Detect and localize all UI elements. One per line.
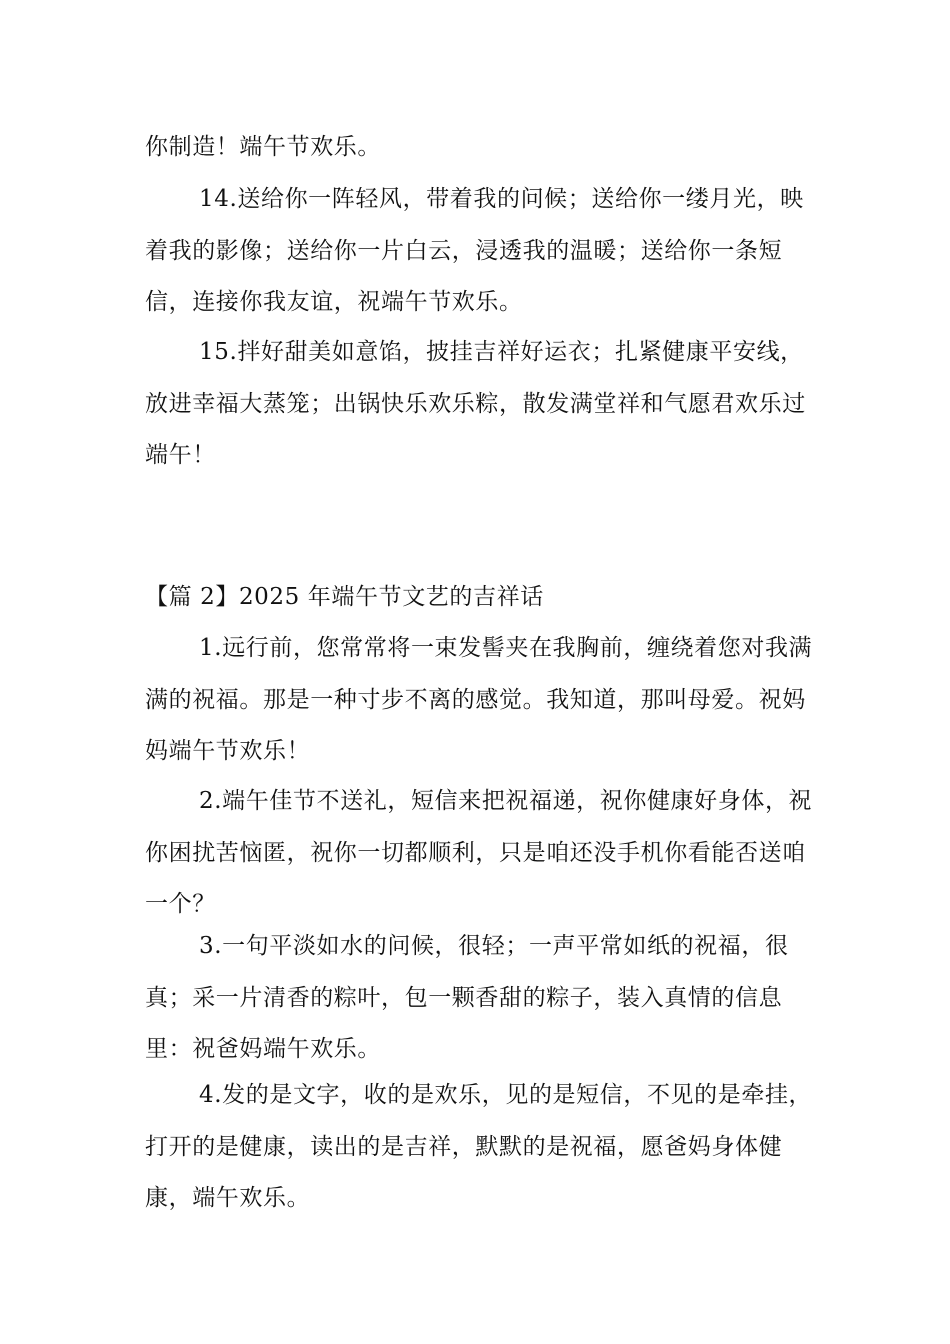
- list-item-14: 14.送给你一阵轻风，带着我的问候；送给你一缕月光，映着我的影像；送给你一片白云，浸透我的温暖；送给你一条短信，连接你我友谊，祝端午节欢乐。: [145, 186, 804, 315]
- list-item-3: 3.一句平淡如水的问候，很轻；一声平常如纸的祝福，很真；采一片清香的粽叶，包一颗香甜的粽子，装入真情的信息里：祝爸妈端午欢乐。: [145, 933, 789, 1062]
- list-item-15: 15.拌好甜美如意馅，披挂吉祥好运衣；扎紧健康平安线，放进幸福大蒸笼；出锅快乐欢乐粽，散发满堂祥和气愿君欢乐过端午！: [145, 339, 806, 468]
- list-item-1: 1.远行前，您常常将一束发髻夹在我胸前，缠绕着您对我满满的祝福。那是一种寸步不离的感觉。我知道，那叫母爱。祝妈妈端午节欢乐！: [145, 635, 813, 764]
- list-item-2: 2.端午佳节不送礼，短信来把祝福递，祝你健康好身体，祝你困扰苦恼匿，祝你一切都顺利，只是咱还没手机你看能否送咱一个？: [145, 788, 813, 917]
- list-item-4: 4.发的是文字，收的是欢乐，见的是短信，不见的是牵挂，打开的是健康，读出的是吉祥，默默的是祝福，愿爸妈身体健康，端午欢乐。: [145, 1082, 813, 1211]
- continuation-text: 你制造！端午节欢乐。: [145, 134, 381, 160]
- section-heading: 【篇 2】2025 年端午节文艺的吉祥话: [145, 584, 544, 610]
